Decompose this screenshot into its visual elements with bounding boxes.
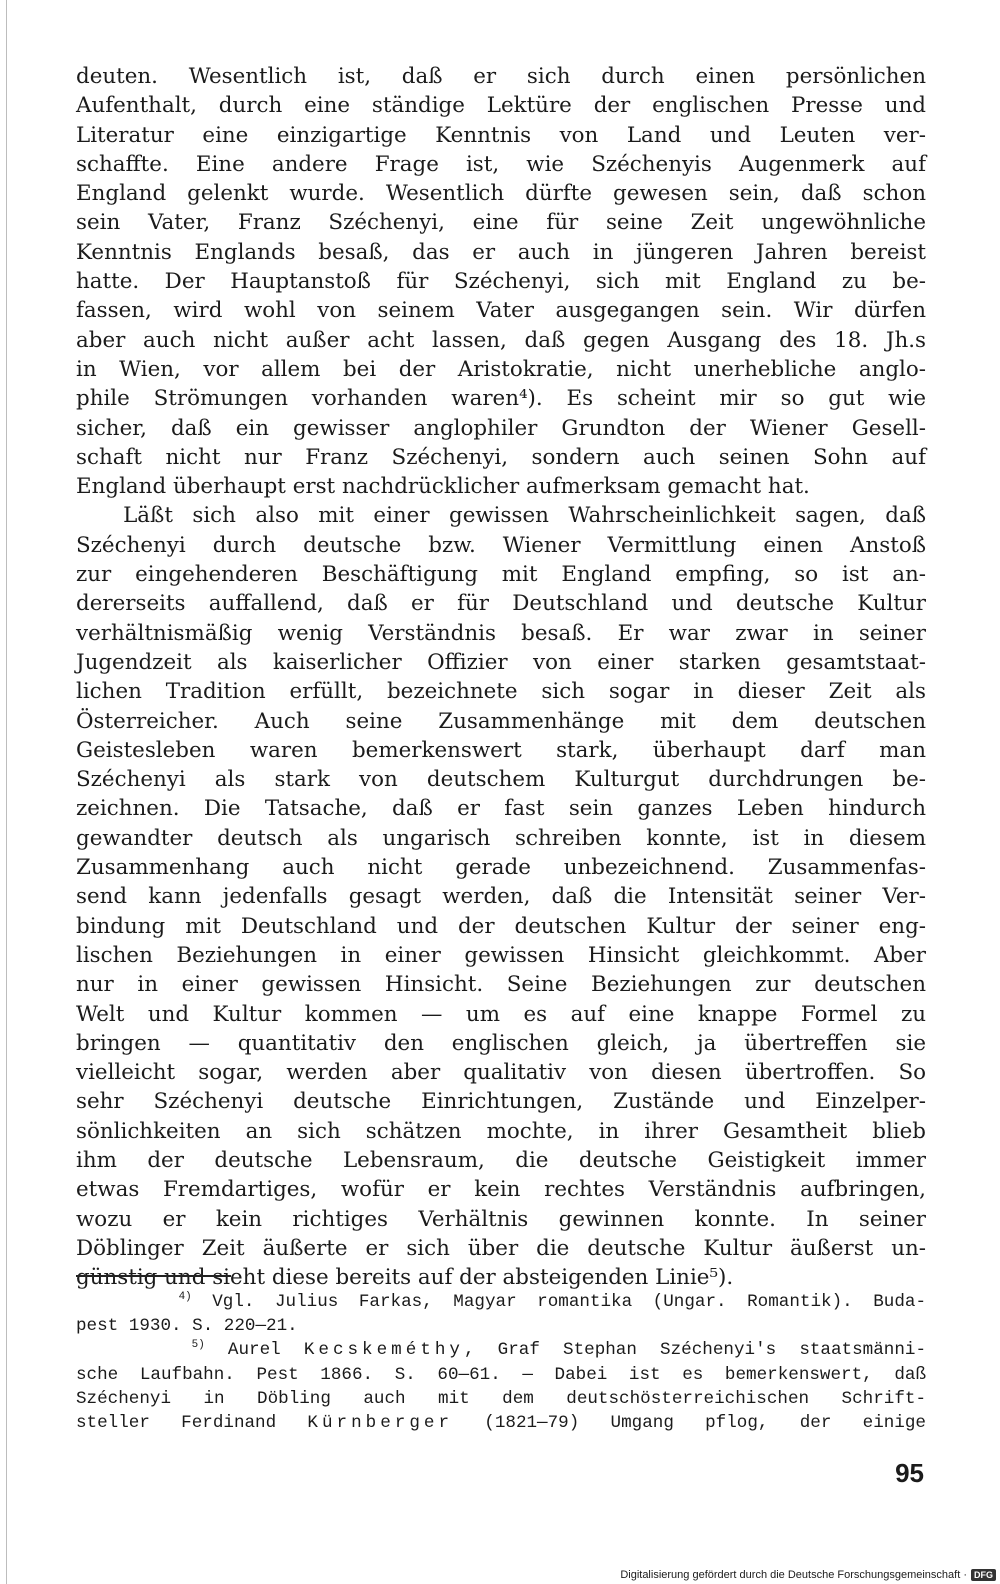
footnote-4-line-1: $^{4)}$ Vgl. Julius Farkas, Magyar romantika (Ungar. Romantik). Buda-	[178, 1291, 927, 1312]
text-line: Jugendzeit als kaiserlicher Offizier von einer starken gesamtstaat-	[76, 649, 926, 675]
text-line: Läßt sich also mit einer gewissen Wahrscheinlichkeit sagen, daß	[123, 503, 926, 529]
text-line: Döblinger Zeit äußerte er sich über die deutsche Kultur äußerst un-	[76, 1235, 926, 1261]
footnote-5-line-2: sche Laufbahn. Pest 1866. S. 60—61. — Dabei ist es bemerkenswert, daß	[76, 1364, 926, 1385]
footnote-4-marker: 4)	[178, 1291, 192, 1304]
text-line: verhältnismäßig wenig Verständnis besaß. Er war zwar in seiner	[76, 620, 926, 646]
text-line: bindung mit Deutschland und der deutschen Kultur der seiner eng-	[76, 913, 926, 939]
text-line: deuten. Wesentlich ist, daß er sich durch einen persönlichen	[76, 64, 926, 89]
text-line: Széchenyi als stark von deutschem Kulturgut durchdrungen be-	[76, 767, 926, 793]
text-line: England überhaupt erst nachdrücklicher aufmerksam gemacht hat.	[76, 474, 810, 500]
text-line: hatte. Der Hauptanstoß für Széchenyi, sich mit England zu be-	[76, 269, 926, 295]
text-line: günstig und sieht diese bereits auf der absteigenden Linie⁵).	[76, 1265, 734, 1291]
text-line: lichen Tradition erfüllt, bezeichnete sich sogar in dieser Zeit als	[76, 679, 926, 705]
text-line: send kann jedenfalls gesagt werden, daß die Intensität seiner Ver-	[76, 884, 926, 910]
dfg-logo: DFG	[971, 1569, 996, 1581]
text-line: sönlichkeiten an sich schätzen mochte, in ihrer Gesamtheit blieb	[76, 1118, 926, 1144]
footnote-5-line-1: $^{5)}$ Aurel Kecskeméthy, Graf Stephan Széchenyi's staatsmänni-	[191, 1339, 927, 1361]
credit-text: Digitalisierung gefördert durch die Deutsche Forschungsgemeinschaft ·	[620, 1569, 967, 1581]
text-line: phile Strömungen vorhanden waren⁴). Es scheint mir so gut wie	[76, 386, 926, 412]
page-number: 95	[895, 1458, 924, 1488]
digitization-credit	[620, 1569, 996, 1581]
text-line: zeichnen. Die Tatsache, daß er fast sein ganzes Leben hindurch	[76, 796, 926, 822]
footnote-5-line-3: Széchenyi in Döbling auch mit dem deutschösterreichischen Schrift-	[76, 1388, 926, 1409]
text-line: Geistesleben waren bemerkenswert stark, überhaupt darf man	[76, 737, 926, 763]
footnote-separator	[76, 1275, 231, 1277]
text-line: bringen — quantitativ den englischen gleich, ja übertreffen sie	[76, 1030, 926, 1056]
text-line: Kenntnis Englands besaß, das er auch in jüngeren Jahren bereist	[76, 239, 926, 265]
footnote-5-name: Kürnberger	[307, 1413, 454, 1434]
text-line: fassen, wird wohl von seinem Vater ausgegangen sein. Wir dürfen	[76, 298, 926, 324]
text-line: ihm der deutsche Lebensraum, die deutsche Geistigkeit immer	[76, 1147, 926, 1173]
text-line: gewandter deutsch als ungarisch schreiben konnte, ist in diesem	[76, 825, 926, 851]
text-line: sehr Széchenyi deutsche Einrichtungen, Zustände und Einzelper-	[76, 1089, 926, 1115]
text-line: England gelenkt wurde. Wesentlich dürfte gewesen sein, daß schon	[76, 181, 926, 207]
text-line: nur in einer gewissen Hinsicht. Seine Beziehungen zur deutschen	[76, 972, 926, 998]
text-line: Széchenyi durch deutsche bzw. Wiener Vermittlung einen Anstoß	[76, 532, 926, 558]
text-line: Literatur eine einzigartige Kenntnis von Land und Leuten ver-	[76, 122, 926, 148]
text-line: sicher, daß ein gewisser anglophiler Grundton der Wiener Gesell-	[76, 415, 926, 441]
text-line: Aufenthalt, durch eine ständige Lektüre der englischen Presse und	[76, 93, 926, 119]
text-line: aber auch nicht außer acht lassen, daß gegen Ausgang des 18. Jh.s	[76, 327, 926, 353]
text-line: Zusammenhang auch nicht gerade unbezeichnend. Zusammenfas-	[76, 855, 926, 881]
text-line: vielleicht sogar, werden aber qualitativ von diesen übertroffen. So	[76, 1060, 926, 1086]
text-line: Welt und Kultur kommen — um es auf eine knappe Formel zu	[76, 1001, 926, 1027]
text-line: zur eingehenderen Beschäftigung mit England empfing, so ist an-	[76, 562, 926, 588]
footnote-5-marker: 5)	[191, 1339, 205, 1352]
text-line: etwas Fremdartiges, wofür er kein rechtes Verständnis aufbringen,	[76, 1177, 926, 1203]
text-line: schaft nicht nur Franz Széchenyi, sondern auch seinen Sohn auf	[76, 444, 926, 470]
footnote-5-author: Kecskeméthy	[303, 1340, 464, 1361]
scan-edge-line	[6, 0, 7, 1584]
footnote-4-line-2: pest 1930. S. 220—21.	[76, 1316, 298, 1337]
text-line: in Wien, vor allem bei der Aristokratie, nicht unerhebliche anglo-	[76, 356, 926, 382]
footnote-5-line-4: steller Ferdinand Kürnberger (1821—79) Umgang pflog, der einige	[76, 1413, 926, 1434]
body-text	[76, 62, 926, 1292]
text-line: dererseits auffallend, daß er für Deutschland und deutsche Kultur	[76, 591, 926, 617]
text-line: sein Vater, Franz Széchenyi, eine für seine Zeit ungewöhnliche	[76, 210, 926, 236]
text-line: wozu er kein richtiges Verhältnis gewinnen konnte. In seiner	[76, 1206, 926, 1232]
text-line: lischen Beziehungen in einer gewissen Hinsicht gleichkommt. Aber	[76, 942, 926, 968]
text-line: Österreicher. Auch seine Zusammenhänge mit dem deutschen	[76, 708, 926, 734]
text-line: schaffte. Eine andere Frage ist, wie Széchenyis Augenmerk auf	[76, 151, 926, 177]
footnotes	[76, 1290, 926, 1435]
